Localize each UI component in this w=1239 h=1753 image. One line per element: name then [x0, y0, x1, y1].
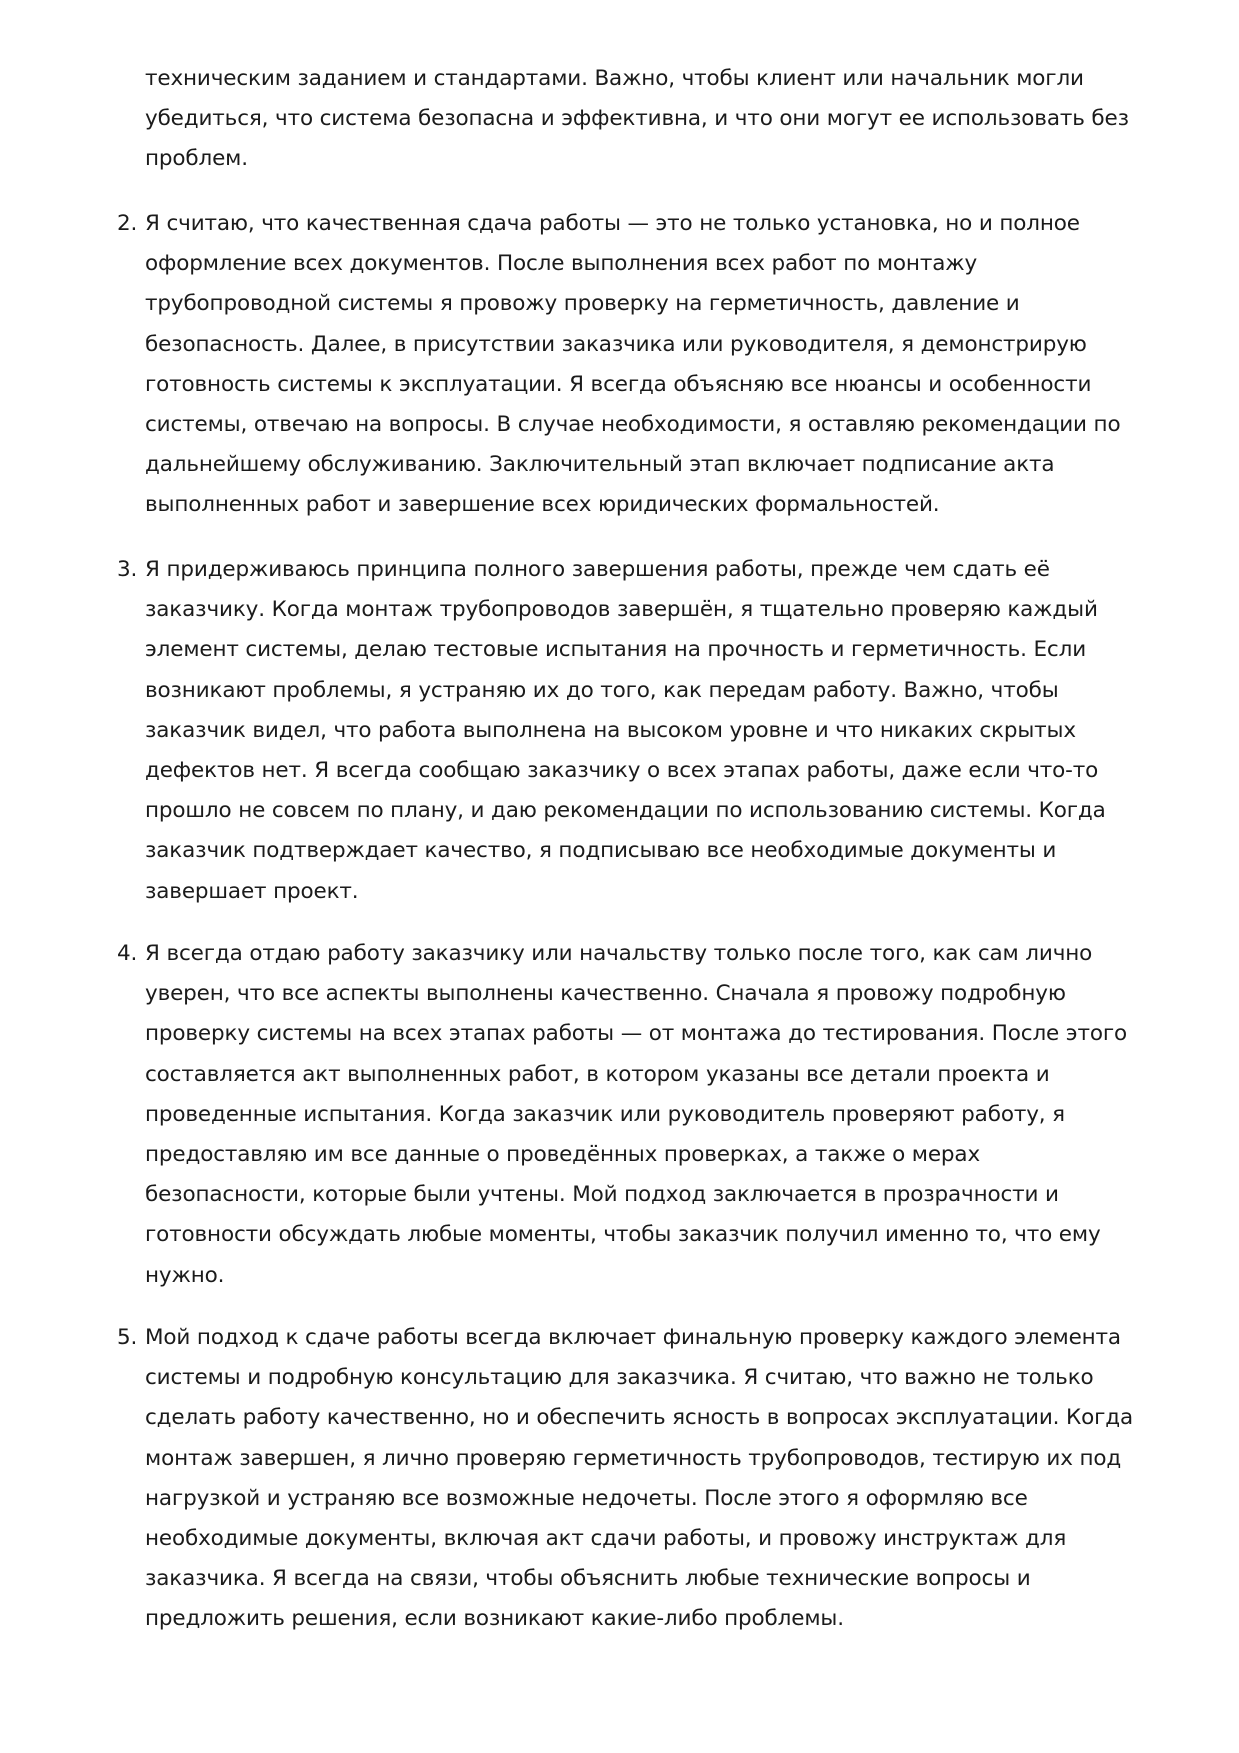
text-line: Я придерживаюсь принципа полного завершения работы, прежде чем сдать её: [145, 557, 1050, 582]
text-line: проведенные испытания. Когда заказчик или руководитель проверяют работу, я: [145, 1101, 1065, 1127]
text-line: заказчик видел, что работа выполнена на высоком уровне и что никаких скрытых: [145, 717, 1076, 743]
list-item: [117, 934, 1150, 1296]
text-line: составляется акт выполненных работ, в котором указаны все детали проекта и: [145, 1061, 1050, 1087]
text-line: системы и подробную консультацию для заказчика. Я считаю, что важно не только: [145, 1365, 1094, 1391]
list-item: [145, 59, 1150, 180]
text-line: прошло не совсем по плану, и даю рекомендации по использованию системы. Когда: [145, 798, 1106, 824]
text-line: оформление всех документов. После выполнения всех работ по монтажу: [145, 251, 978, 277]
text-line: предоставляю им все данные о проведённых проверках, а также о мерах: [145, 1141, 981, 1167]
text-line: завершает проект.: [145, 878, 359, 904]
list-item: [117, 204, 1150, 526]
list-number: 2.: [117, 211, 138, 236]
text-line: безопасность. Далее, в присутствии заказчика или руководителя, я демонстрирую: [145, 331, 1087, 357]
text-line: нагрузкой и устраняю все возможные недочеты. После этого я оформляю все: [145, 1485, 1028, 1511]
text-line: трубопроводной системы я провожу проверку на герметичность, давление и: [145, 291, 1020, 317]
text-line: убедиться, что система безопасна и эффективна, и что они могут ее использовать без: [145, 106, 1129, 132]
text-line: готовность системы к эксплуатации. Я всегда объясняю все нюансы и особенности: [145, 371, 1092, 397]
text-line: нужно.: [145, 1262, 225, 1288]
text-line: техническим заданием и стандартами. Важно, чтобы клиент или начальник могли: [145, 66, 1084, 91]
text-line: заказчику. Когда монтаж трубопроводов завершён, я тщательно проверяю каждый: [145, 597, 1098, 623]
text-line: системы, отвечаю на вопросы. В случае необходимости, я оставляю рекомендации по: [145, 411, 1121, 437]
text-line: Я всегда отдаю работу заказчику или начальству только после того, как сам лично: [145, 941, 1093, 966]
text-line: монтаж завершен, я лично проверяю герметичность трубопроводов, тестирую их под: [145, 1445, 1122, 1471]
text-line: необходимые документы, включая акт сдачи работы, и провожу инструктаж для: [145, 1525, 1067, 1551]
list-item: [117, 550, 1150, 912]
text-line: дефектов нет. Я всегда сообщаю заказчику о всех этапах работы, даже если что-то: [145, 757, 1099, 783]
list-item: [117, 1318, 1150, 1640]
text-line: проверку системы на всех этапах работы — от монтажа до тестирования. После этого: [145, 1021, 1127, 1047]
list-number: 4.: [117, 941, 138, 966]
text-line: заказчика. Я всегда на связи, чтобы объяснить любые технические вопросы и: [145, 1566, 1031, 1592]
text-line: предложить решения, если возникают какие-либо проблемы.: [145, 1606, 844, 1632]
text-line: проблем.: [145, 146, 248, 172]
text-line: дальнейшему обслуживанию. Заключительный этап включает подписание акта: [145, 452, 1055, 478]
text-line: готовности обсуждать любые моменты, чтобы заказчик получил именно то, что ему: [145, 1222, 1101, 1248]
text-line: элемент системы, делаю тестовые испытания на прочность и герметичность. Если: [145, 637, 1087, 663]
text-line: Мой подход к сдаче работы всегда включает финальную проверку каждого элемента: [145, 1325, 1121, 1350]
list-number: 3.: [117, 557, 138, 582]
list-number: 5.: [117, 1325, 138, 1350]
text-line: сделать работу качественно, но и обеспечить ясность в вопросах эксплуатации. Когда: [145, 1405, 1134, 1431]
text-line: уверен, что все аспекты выполнены качественно. Сначала я провожу подробную: [145, 981, 1066, 1007]
text-line: заказчик подтверждает качество, я подписываю все необходимые документы и: [145, 838, 1057, 864]
text-line: Я считаю, что качественная сдача работы — это не только установка, но и полное: [145, 211, 1080, 236]
text-line: возникают проблемы, я устраняю их до того, как передам работу. Важно, чтобы: [145, 677, 1059, 703]
text-line: выполненных работ и завершение всех юридических формальностей.: [145, 492, 940, 518]
text-line: безопасности, которые были учтены. Мой подход заключается в прозрачности и: [145, 1182, 1059, 1208]
